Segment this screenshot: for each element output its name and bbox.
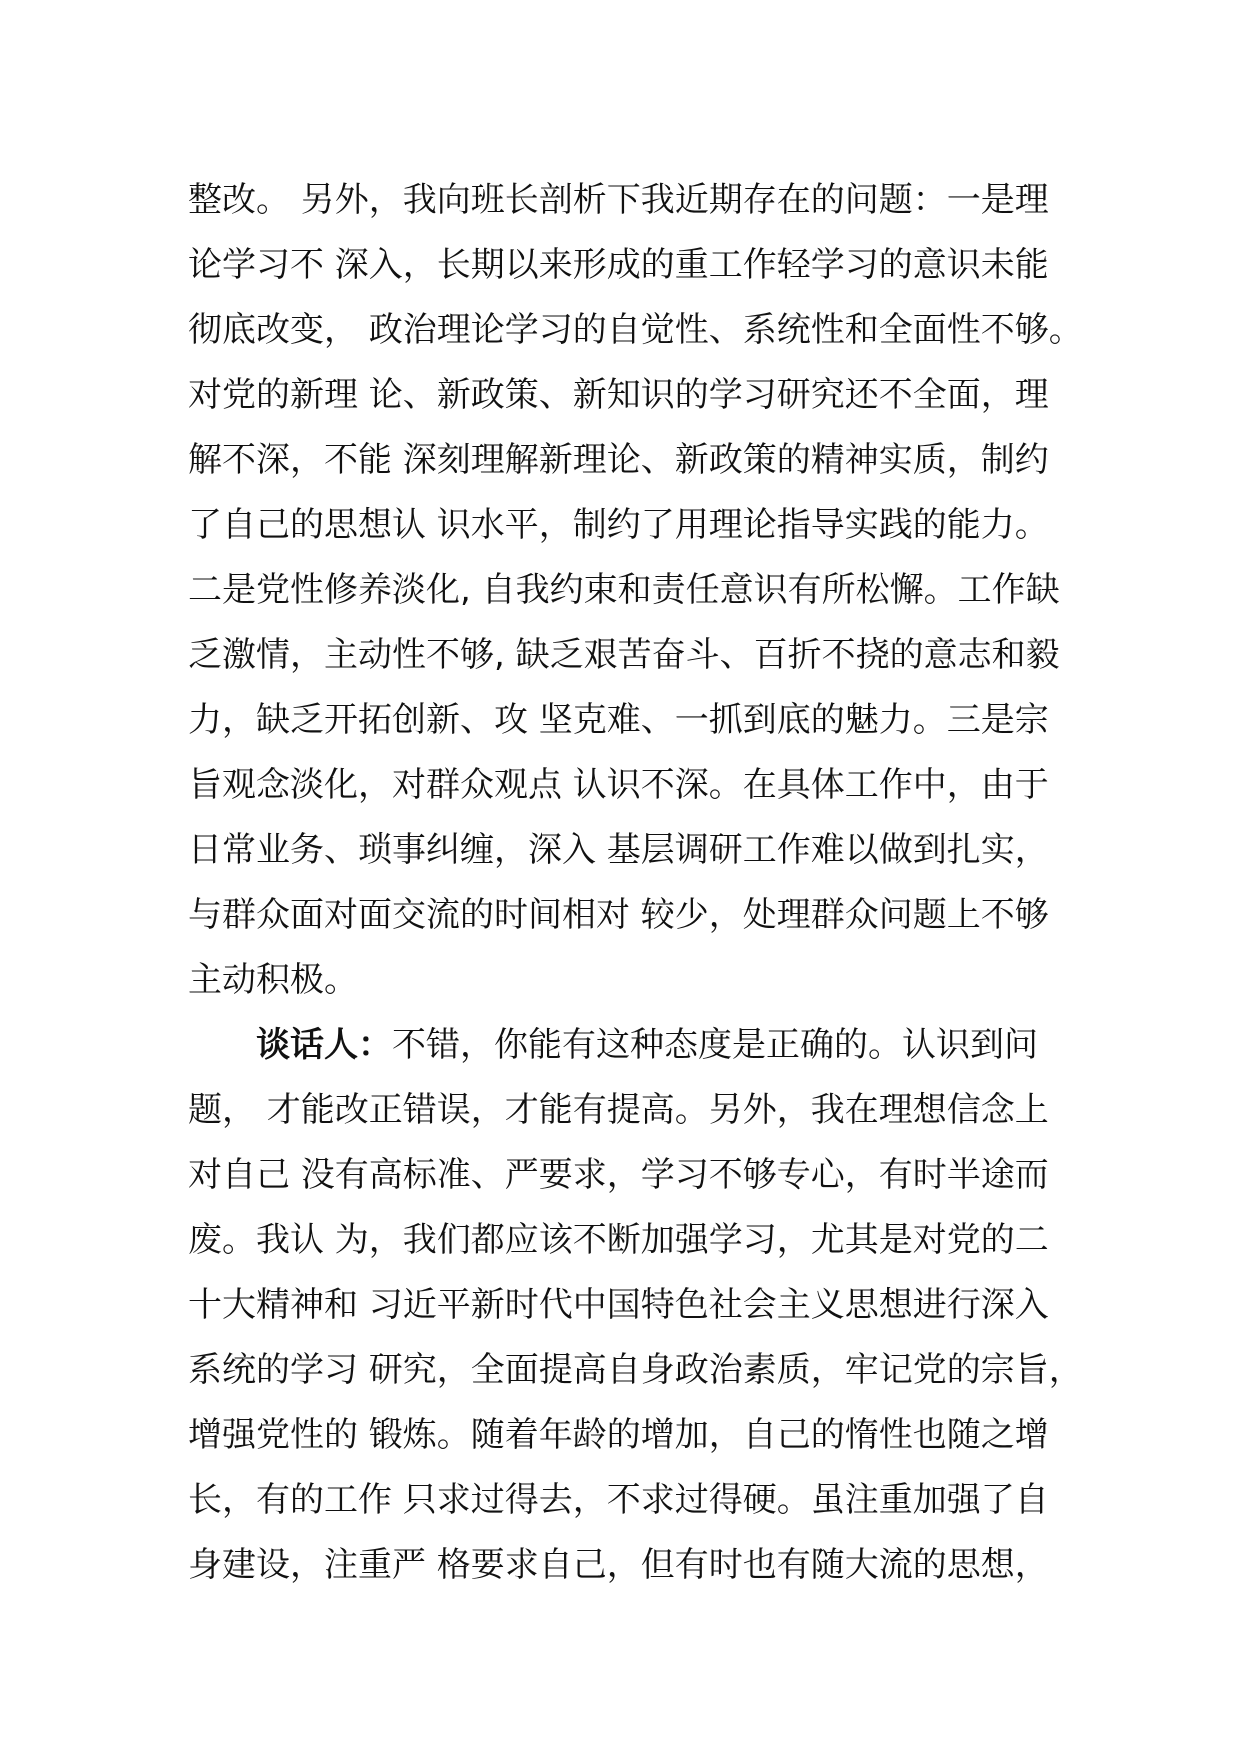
text-line: 长，有的工作 只求过得去，不求过得硬。虽注重加强了自 [188, 1480, 1049, 1520]
text-line-first [188, 1013, 1088, 1078]
text-line: 了自己的思想认 识水平，制约了用理论指导实践的能力。 [188, 505, 1049, 545]
text-line: 题， 才能改正错误，才能有提高。另外，我在理想信念上 [188, 1090, 1049, 1130]
text-line: 对自己 没有高标准、严要求，学习不够专心，有时半途而 [188, 1155, 1049, 1195]
text-line: 乏激情，主动性不够, 缺乏艰苦奋斗、百折不挠的意志和毅 [188, 635, 1060, 675]
text-line: 对党的新理 论、新政策、新知识的学习研究还不全面，理 [188, 375, 1049, 415]
text-line: 力，缺乏开拓创新、攻 坚克难、一抓到底的魅力。三是宗 [188, 700, 1049, 740]
text-line: 旨观念淡化，对群众观点 认识不深。在具体工作中，由于 [188, 765, 1049, 805]
text-line: 与群众面对面交流的时间相对 较少，处理群众问题上不够 [188, 895, 1049, 935]
text-line: 二是党性修养淡化, 自我约束和责任意识有所松懈。工作缺 [188, 570, 1060, 610]
text-line: 系统的学习 研究，全面提高自身政治素质，牢记党的宗旨， [188, 1350, 1083, 1390]
text-line: 论学习不 深入，长期以来形成的重工作轻学习的意识未能 [188, 245, 1049, 285]
text-line: 解不深，不能 深刻理解新理论、新政策的精神实质，制约 [188, 440, 1049, 480]
text-line: 日常业务、琐事纠缠，深入 基层调研工作难以做到扎实， [188, 830, 1049, 870]
text-line: 主动积极。 [188, 960, 358, 1000]
text-line: 彻底改变， 政治理论学习的自觉性、系统性和全面性不够。 [188, 310, 1083, 350]
text-line: 整改。 另外，我向班长剖析下我近期存在的问题：一是理 [188, 180, 1049, 220]
speaker-text: 不错，你能有这种态度是正确的。认识到问 [392, 1025, 1038, 1065]
paragraph-2 [188, 1013, 1088, 1598]
paragraph-1 [188, 168, 1088, 1013]
body-text [188, 168, 1088, 1598]
text-line: 废。我认 为，我们都应该不断加强学习，尤其是对党的二 [188, 1220, 1049, 1260]
speaker-label: 谈话人： [256, 1025, 392, 1065]
text-line: 身建设，注重严 格要求自己，但有时也有随大流的思想， [188, 1545, 1049, 1585]
text-line: 增强党性的 锻炼。随着年龄的增加，自己的惰性也随之增 [188, 1415, 1049, 1455]
text-line: 十大精神和 习近平新时代中国特色社会主义思想进行深入 [188, 1285, 1049, 1325]
